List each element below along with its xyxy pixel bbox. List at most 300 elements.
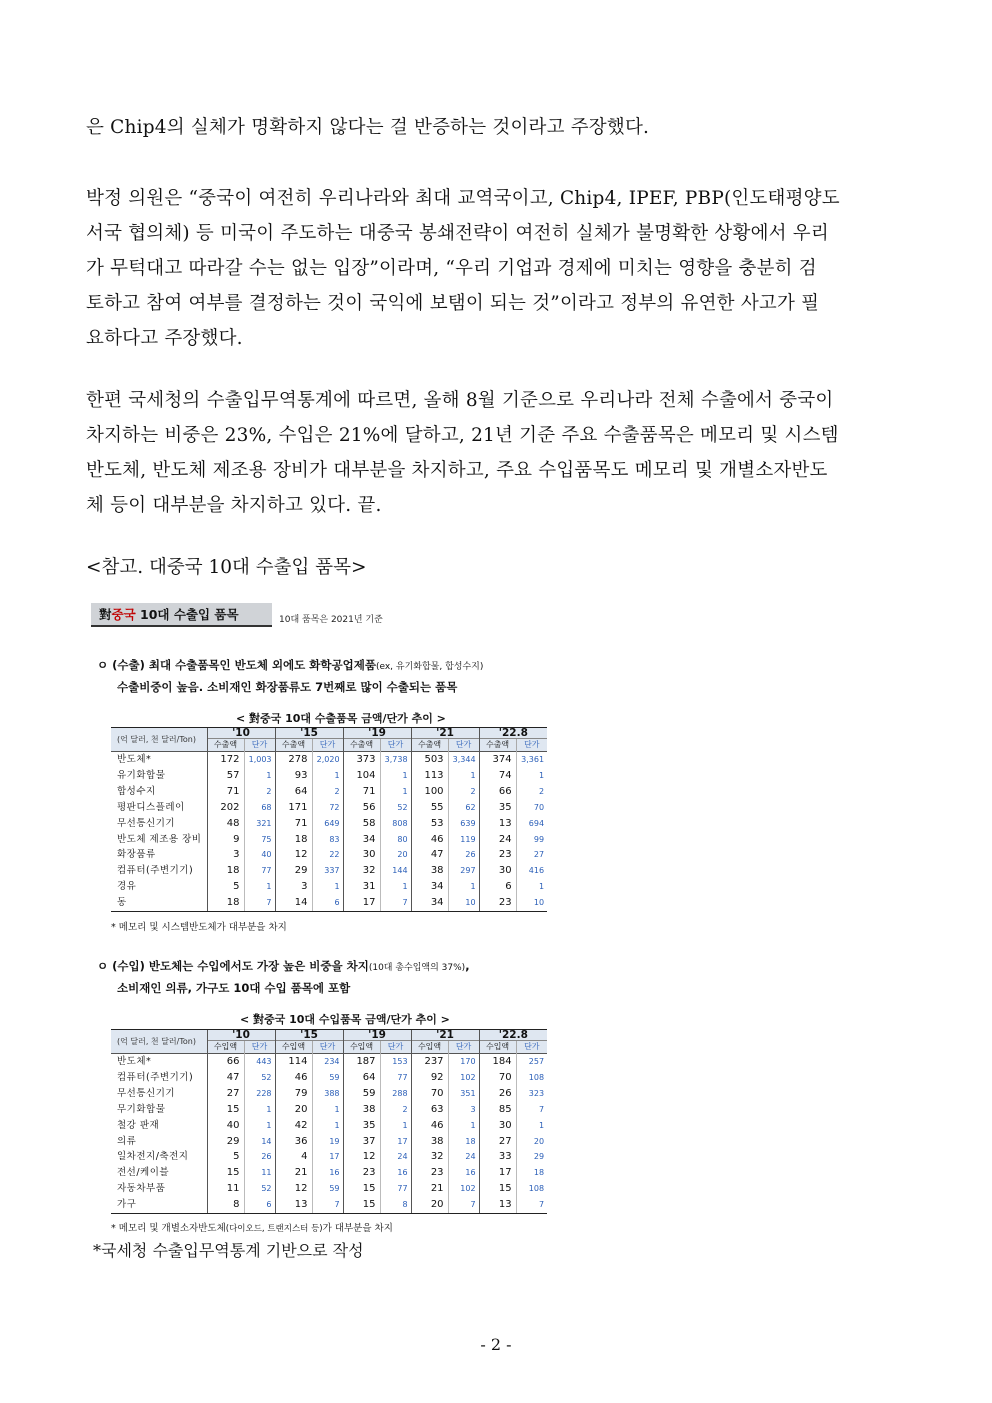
unit-price-cell: 2 xyxy=(380,1102,411,1118)
figure-note: 10대 품목은 2021년 기준 xyxy=(279,615,383,625)
unit-price-cell: 1 xyxy=(244,1102,275,1118)
year-header: '19 xyxy=(343,1030,411,1041)
unit-price-cell: 80 xyxy=(380,832,411,848)
unit-price-cell: 119 xyxy=(448,832,479,848)
unit-price-cell: 1 xyxy=(244,879,275,895)
unit-price-cell: 1 xyxy=(312,1102,343,1118)
unit-price-cell: 321 xyxy=(244,816,275,832)
import-footnote-main: * 메모리 및 개별소자반도체 xyxy=(111,1223,226,1234)
table-row xyxy=(111,1118,547,1134)
amount-cell: 4 xyxy=(275,1149,312,1165)
amount-cell: 20 xyxy=(275,1102,312,1118)
table-row xyxy=(111,895,547,911)
figure-header xyxy=(91,603,272,627)
amount-header: 수출액 xyxy=(479,739,516,752)
import-bullet-end: , xyxy=(465,959,470,973)
figure-header-prefix: 對 xyxy=(99,607,112,622)
amount-cell: 21 xyxy=(411,1181,448,1197)
amount-cell: 17 xyxy=(343,895,380,911)
unit-price-cell: 11 xyxy=(244,1165,275,1181)
export-bullet-line-1 xyxy=(97,655,483,677)
item-name: 화장품류 xyxy=(117,849,156,861)
unit-price-cell: 17 xyxy=(312,1149,343,1165)
amount-cell: 46 xyxy=(275,1070,312,1086)
amount-cell: 9 xyxy=(207,832,244,848)
unit-price-cell: 1 xyxy=(516,1118,547,1134)
import-bullet-line-1 xyxy=(97,956,470,978)
unit-price-header: 단가 xyxy=(516,1041,547,1054)
amount-cell: 171 xyxy=(275,800,312,816)
amount-cell: 30 xyxy=(343,847,380,863)
table-row xyxy=(111,879,547,895)
unit-price-cell: 16 xyxy=(312,1165,343,1181)
unit-price-cell: 1 xyxy=(244,768,275,784)
unit-price-header: 단가 xyxy=(448,739,479,752)
item-name: 컴퓨터(주변기기) xyxy=(117,865,194,877)
text-line: 체 등이 대부분을 차지하고 있다. 끝. xyxy=(86,495,382,516)
unit-price-cell: 7 xyxy=(516,1197,547,1213)
year-header: '15 xyxy=(275,728,343,739)
amount-cell: 29 xyxy=(207,1134,244,1150)
amount-cell: 53 xyxy=(411,816,448,832)
amount-cell: 64 xyxy=(275,784,312,800)
amount-cell: 6 xyxy=(479,879,516,895)
amount-header: 수출액 xyxy=(207,739,244,752)
amount-cell: 55 xyxy=(411,800,448,816)
unit-price-cell: 694 xyxy=(516,816,547,832)
item-name: 무선통신기기 xyxy=(117,1087,176,1099)
amount-cell: 63 xyxy=(411,1102,448,1118)
unit-price-header: 단가 xyxy=(380,739,411,752)
amount-cell: 113 xyxy=(411,768,448,784)
amount-cell: 36 xyxy=(275,1134,312,1150)
source-note: *국세청 수출입무역통계 기반으로 작성 xyxy=(93,1241,364,1260)
amount-cell: 74 xyxy=(479,768,516,784)
text-line: 은 Chip4의 실체가 명확하지 않다는 걸 반증하는 것이라고 주장했다. xyxy=(86,117,650,138)
text-line: 차지하는 비중은 23%, 수입은 21%에 달하고, 21년 기준 주요 수출품목은 메모리 및 시스템 xyxy=(86,425,839,446)
amount-cell: 38 xyxy=(411,1134,448,1150)
unit-price-cell: 24 xyxy=(448,1149,479,1165)
unit-price-cell: 1 xyxy=(244,1118,275,1134)
export-table-title: < 對중국 10대 수출품목 금액/단가 추이 > xyxy=(236,712,446,725)
unit-price-cell: 59 xyxy=(312,1070,343,1086)
table-row xyxy=(111,768,547,784)
item-name: 무기화합물 xyxy=(117,1103,166,1115)
item-name: 일차전지/축전지 xyxy=(117,1151,189,1163)
amount-cell: 20 xyxy=(411,1197,448,1213)
amount-cell: 374 xyxy=(479,752,516,768)
import-bullet xyxy=(97,956,470,998)
unit-price-cell: 102 xyxy=(448,1070,479,1086)
unit-price-cell: 1 xyxy=(380,879,411,895)
unit-price-cell: 2 xyxy=(244,784,275,800)
unit-price-cell: 297 xyxy=(448,863,479,879)
item-name: 반도체* xyxy=(111,752,207,768)
amount-cell: 71 xyxy=(275,816,312,832)
table-row xyxy=(111,832,547,848)
amount-cell: 104 xyxy=(343,768,380,784)
table-row xyxy=(111,847,547,863)
unit-price-cell: 29 xyxy=(516,1149,547,1165)
unit-price-cell: 416 xyxy=(516,863,547,879)
export-bullet xyxy=(97,655,483,697)
amount-cell: 202 xyxy=(207,800,244,816)
unit-price-cell: 3 xyxy=(448,1102,479,1118)
unit-price-cell: 1 xyxy=(516,879,547,895)
unit-price-cell: 52 xyxy=(380,800,411,816)
amount-cell: 27 xyxy=(207,1086,244,1102)
paragraph-2 xyxy=(86,181,908,356)
amount-cell: 38 xyxy=(411,863,448,879)
unit-price-cell: 2 xyxy=(312,784,343,800)
unit-price-cell: 26 xyxy=(244,1149,275,1165)
table-row xyxy=(111,752,547,768)
unit-price-cell: 77 xyxy=(244,863,275,879)
table-corner-label: (억 달러, 천 달러/Ton) xyxy=(111,1030,207,1054)
import-table-title: < 對중국 10대 수입품목 금액/단가 추이 > xyxy=(240,1013,450,1026)
amount-cell: 100 xyxy=(411,784,448,800)
amount-cell: 18 xyxy=(207,863,244,879)
item-name: 가구 xyxy=(111,1197,207,1213)
unit-price-header: 단가 xyxy=(312,1041,343,1054)
item-name: 반도체* xyxy=(111,1054,207,1070)
amount-cell: 13 xyxy=(479,1197,516,1213)
item-name: 무선통신기기 xyxy=(117,817,176,829)
item-name: 의류 xyxy=(117,1135,137,1147)
table-row xyxy=(111,800,547,816)
unit-price-cell: 19 xyxy=(312,1134,343,1150)
table-corner-label: (억 달러, 천 달러/Ton) xyxy=(111,728,207,752)
unit-price-cell: 27 xyxy=(516,847,547,863)
text-line: 박정 의원은 “중국이 여전히 우리나라와 최대 교역국이고, Chip4, IPEF, PBP(인도태평양도 xyxy=(86,188,840,209)
amount-cell: 15 xyxy=(343,1197,380,1213)
table-row xyxy=(111,816,547,832)
unit-price-cell: 3,361 xyxy=(516,752,547,768)
import-bullet-main: ㅇ (수입) 반도체는 수입에서도 가장 높은 비중을 차지 xyxy=(97,959,369,973)
unit-price-cell: 52 xyxy=(244,1181,275,1197)
year-header: '22.8 xyxy=(479,728,547,739)
year-header: '21 xyxy=(411,1030,479,1041)
unit-price-cell: 99 xyxy=(516,832,547,848)
table-row xyxy=(111,1165,547,1181)
amount-cell: 3 xyxy=(275,879,312,895)
unit-price-cell: 2 xyxy=(448,784,479,800)
export-bullet-small: (ex, 유기화합물, 합성수지) xyxy=(375,662,484,672)
unit-price-cell: 228 xyxy=(244,1086,275,1102)
item-name: 자동차부품 xyxy=(117,1183,166,1195)
table-row xyxy=(111,1197,547,1213)
year-header: '19 xyxy=(343,728,411,739)
amount-header: 수입액 xyxy=(207,1041,244,1054)
unit-price-cell: 70 xyxy=(516,800,547,816)
item-name: 경유 xyxy=(117,881,137,893)
unit-price-cell: 649 xyxy=(312,816,343,832)
amount-cell: 92 xyxy=(411,1070,448,1086)
unit-price-cell: 83 xyxy=(312,832,343,848)
unit-price-cell: 1 xyxy=(380,784,411,800)
unit-price-cell: 6 xyxy=(312,895,343,911)
unit-price-cell: 7 xyxy=(516,1102,547,1118)
amount-cell: 8 xyxy=(207,1197,244,1213)
amount-cell: 38 xyxy=(343,1102,380,1118)
amount-cell: 35 xyxy=(479,800,516,816)
amount-header: 수출액 xyxy=(411,739,448,752)
amount-cell: 23 xyxy=(343,1165,380,1181)
amount-cell: 23 xyxy=(479,847,516,863)
amount-cell: 66 xyxy=(479,784,516,800)
unit-price-header: 단가 xyxy=(244,1041,275,1054)
amount-cell: 34 xyxy=(343,832,380,848)
unit-price-cell: 102 xyxy=(448,1181,479,1197)
unit-price-cell: 40 xyxy=(244,847,275,863)
amount-cell: 373 xyxy=(343,752,380,768)
amount-cell: 48 xyxy=(207,816,244,832)
unit-price-cell: 75 xyxy=(244,832,275,848)
unit-price-header: 단가 xyxy=(244,739,275,752)
amount-cell: 32 xyxy=(411,1149,448,1165)
amount-cell: 503 xyxy=(411,752,448,768)
amount-cell: 23 xyxy=(411,1165,448,1181)
unit-price-cell: 7 xyxy=(244,895,275,911)
amount-cell: 57 xyxy=(207,768,244,784)
amount-cell: 33 xyxy=(479,1149,516,1165)
item-name: 동 xyxy=(111,895,207,911)
amount-cell: 70 xyxy=(411,1086,448,1102)
unit-price-cell: 62 xyxy=(448,800,479,816)
amount-cell: 31 xyxy=(343,879,380,895)
year-header: '10 xyxy=(207,728,275,739)
unit-price-cell: 1,003 xyxy=(244,752,275,768)
amount-header: 수입액 xyxy=(275,1041,312,1054)
unit-price-cell: 14 xyxy=(244,1134,275,1150)
unit-price-cell: 153 xyxy=(380,1054,411,1070)
amount-cell: 59 xyxy=(343,1086,380,1102)
amount-cell: 66 xyxy=(207,1054,244,1070)
table-row xyxy=(111,1149,547,1165)
unit-price-cell: 20 xyxy=(516,1134,547,1150)
item-name: 반도체 제조용 장비 xyxy=(117,833,202,845)
amount-cell: 278 xyxy=(275,752,312,768)
paragraph-1 xyxy=(86,110,908,145)
amount-cell: 70 xyxy=(479,1070,516,1086)
unit-price-cell: 639 xyxy=(448,816,479,832)
amount-cell: 29 xyxy=(275,863,312,879)
text-line: 서국 협의체) 등 미국이 주도하는 대중국 봉쇄전략이 여전히 실체가 불명확한 상황에서 우리 xyxy=(86,223,829,244)
figure-header-highlight: 중국 xyxy=(111,607,136,622)
amount-cell: 114 xyxy=(275,1054,312,1070)
amount-cell: 71 xyxy=(343,784,380,800)
import-bullet-small: (10대 총수입액의 37%) xyxy=(368,963,466,973)
amount-cell: 18 xyxy=(275,832,312,848)
amount-cell: 30 xyxy=(479,1118,516,1134)
amount-cell: 47 xyxy=(207,1070,244,1086)
unit-price-cell: 234 xyxy=(312,1054,343,1070)
amount-cell: 46 xyxy=(411,1118,448,1134)
amount-cell: 79 xyxy=(275,1086,312,1102)
amount-cell: 21 xyxy=(275,1165,312,1181)
amount-cell: 40 xyxy=(207,1118,244,1134)
unit-price-cell: 1 xyxy=(516,768,547,784)
amount-cell: 12 xyxy=(343,1149,380,1165)
unit-price-cell: 7 xyxy=(312,1197,343,1213)
unit-price-cell: 1 xyxy=(312,768,343,784)
unit-price-cell: 2,020 xyxy=(312,752,343,768)
unit-price-cell: 1 xyxy=(448,1118,479,1134)
unit-price-cell: 24 xyxy=(380,1149,411,1165)
export-table xyxy=(111,727,547,912)
import-table xyxy=(111,1029,547,1214)
export-bullet-line-2: 수출비중이 높음. 소비재인 화장품류도 7번째로 많이 수출되는 품목 xyxy=(117,680,458,694)
unit-price-cell: 20 xyxy=(380,847,411,863)
amount-cell: 13 xyxy=(479,816,516,832)
table-row xyxy=(111,1070,547,1086)
amount-cell: 64 xyxy=(343,1070,380,1086)
unit-price-cell: 108 xyxy=(516,1070,547,1086)
table-row xyxy=(111,1134,547,1150)
year-header: '22.8 xyxy=(479,1030,547,1041)
item-name: 전선/케이블 xyxy=(117,1167,170,1179)
amount-cell: 5 xyxy=(207,1149,244,1165)
unit-price-cell: 17 xyxy=(380,1134,411,1150)
unit-price-cell: 443 xyxy=(244,1054,275,1070)
unit-price-cell: 144 xyxy=(380,863,411,879)
item-name: 철강 판재 xyxy=(117,1119,160,1131)
amount-cell: 3 xyxy=(207,847,244,863)
text-line: 한편 국세청의 수출입무역통계에 따르면, 올해 8월 기준으로 우리나라 전체 수출에서 중국이 xyxy=(86,390,834,411)
amount-cell: 26 xyxy=(479,1086,516,1102)
amount-cell: 17 xyxy=(479,1165,516,1181)
unit-price-cell: 288 xyxy=(380,1086,411,1102)
amount-cell: 15 xyxy=(207,1102,244,1118)
item-name: 유기화합물 xyxy=(117,769,166,781)
unit-price-cell: 8 xyxy=(380,1197,411,1213)
amount-cell: 58 xyxy=(343,816,380,832)
amount-cell: 11 xyxy=(207,1181,244,1197)
unit-price-cell: 52 xyxy=(244,1070,275,1086)
import-footnote-small: (다이오드, 트랜지스터 등) xyxy=(225,1224,323,1234)
import-table-footnote xyxy=(111,1220,393,1234)
unit-price-header: 단가 xyxy=(312,739,343,752)
unit-price-cell: 1 xyxy=(380,1118,411,1134)
amount-header: 수입액 xyxy=(343,1041,380,1054)
year-header: '15 xyxy=(275,1030,343,1041)
page-number: - 2 - xyxy=(480,1335,512,1354)
unit-price-cell: 388 xyxy=(312,1086,343,1102)
table-row xyxy=(111,1102,547,1118)
unit-price-cell: 22 xyxy=(312,847,343,863)
table-row xyxy=(111,1054,547,1070)
amount-cell: 46 xyxy=(411,832,448,848)
unit-price-header: 단가 xyxy=(380,1041,411,1054)
amount-cell: 93 xyxy=(275,768,312,784)
item-name: 평판디스플레이 xyxy=(117,801,185,813)
import-footnote-end: 가 대부분을 차지 xyxy=(322,1223,393,1234)
table-row xyxy=(111,1086,547,1102)
amount-cell: 23 xyxy=(479,895,516,911)
unit-price-cell: 1 xyxy=(312,879,343,895)
unit-price-cell: 26 xyxy=(448,847,479,863)
unit-price-cell: 16 xyxy=(380,1165,411,1181)
amount-cell: 24 xyxy=(479,832,516,848)
unit-price-cell: 77 xyxy=(380,1070,411,1086)
amount-cell: 30 xyxy=(479,863,516,879)
unit-price-cell: 77 xyxy=(380,1181,411,1197)
unit-price-cell: 6 xyxy=(244,1197,275,1213)
unit-price-header: 단가 xyxy=(448,1041,479,1054)
amount-header: 수출액 xyxy=(275,739,312,752)
amount-cell: 27 xyxy=(479,1134,516,1150)
amount-cell: 47 xyxy=(411,847,448,863)
year-header: '10 xyxy=(207,1030,275,1041)
amount-header: 수입액 xyxy=(479,1041,516,1054)
amount-cell: 187 xyxy=(343,1054,380,1070)
unit-price-cell: 72 xyxy=(312,800,343,816)
amount-header: 수출액 xyxy=(343,739,380,752)
amount-cell: 85 xyxy=(479,1102,516,1118)
table-row xyxy=(111,1181,547,1197)
unit-price-cell: 18 xyxy=(516,1165,547,1181)
export-table-footnote: * 메모리 및 시스템반도체가 대부분을 차지 xyxy=(111,922,287,933)
unit-price-cell: 1 xyxy=(448,879,479,895)
unit-price-cell: 2 xyxy=(516,784,547,800)
unit-price-cell: 257 xyxy=(516,1054,547,1070)
text-line: 요하다고 주장했다. xyxy=(86,328,243,349)
amount-cell: 34 xyxy=(411,895,448,911)
amount-cell: 12 xyxy=(275,1181,312,1197)
item-name: 컴퓨터(주변기기) xyxy=(117,1071,194,1083)
amount-cell: 34 xyxy=(411,879,448,895)
amount-cell: 42 xyxy=(275,1118,312,1134)
item-name: 합성수지 xyxy=(117,785,156,797)
unit-price-cell: 1 xyxy=(380,768,411,784)
figure-header-rest: 10대 수출입 품목 xyxy=(135,607,239,622)
amount-header: 수입액 xyxy=(411,1041,448,1054)
amount-cell: 32 xyxy=(343,863,380,879)
unit-price-cell: 3,738 xyxy=(380,752,411,768)
amount-cell: 13 xyxy=(275,1197,312,1213)
amount-cell: 37 xyxy=(343,1134,380,1150)
amount-cell: 18 xyxy=(207,895,244,911)
year-header: '21 xyxy=(411,728,479,739)
amount-cell: 71 xyxy=(207,784,244,800)
amount-cell: 172 xyxy=(207,752,244,768)
table-row xyxy=(111,863,547,879)
unit-price-cell: 59 xyxy=(312,1181,343,1197)
reference-title: <참고. 대중국 10대 수출입 품목> xyxy=(86,557,367,578)
export-bullet-main: ㅇ (수출) 최대 수출품목인 반도체 외에도 화학공업제품 xyxy=(97,658,376,672)
paragraph-3 xyxy=(86,383,908,523)
amount-cell: 237 xyxy=(411,1054,448,1070)
unit-price-cell: 351 xyxy=(448,1086,479,1102)
unit-price-cell: 3,344 xyxy=(448,752,479,768)
amount-cell: 15 xyxy=(479,1181,516,1197)
unit-price-cell: 68 xyxy=(244,800,275,816)
amount-cell: 184 xyxy=(479,1054,516,1070)
unit-price-header: 단가 xyxy=(516,739,547,752)
unit-price-cell: 808 xyxy=(380,816,411,832)
text-line: 가 무턱대고 따라갈 수는 없는 입장”이라며, “우리 기업과 경제에 미치는 영향을 충분히 검 xyxy=(86,258,817,279)
unit-price-cell: 108 xyxy=(516,1181,547,1197)
amount-cell: 15 xyxy=(207,1165,244,1181)
unit-price-cell: 18 xyxy=(448,1134,479,1150)
amount-cell: 14 xyxy=(275,895,312,911)
table-row xyxy=(111,784,547,800)
import-bullet-line-2: 소비재인 의류, 가구도 10대 수입 품목에 포함 xyxy=(117,981,351,995)
unit-price-cell: 337 xyxy=(312,863,343,879)
amount-cell: 56 xyxy=(343,800,380,816)
amount-cell: 5 xyxy=(207,879,244,895)
amount-cell: 12 xyxy=(275,847,312,863)
